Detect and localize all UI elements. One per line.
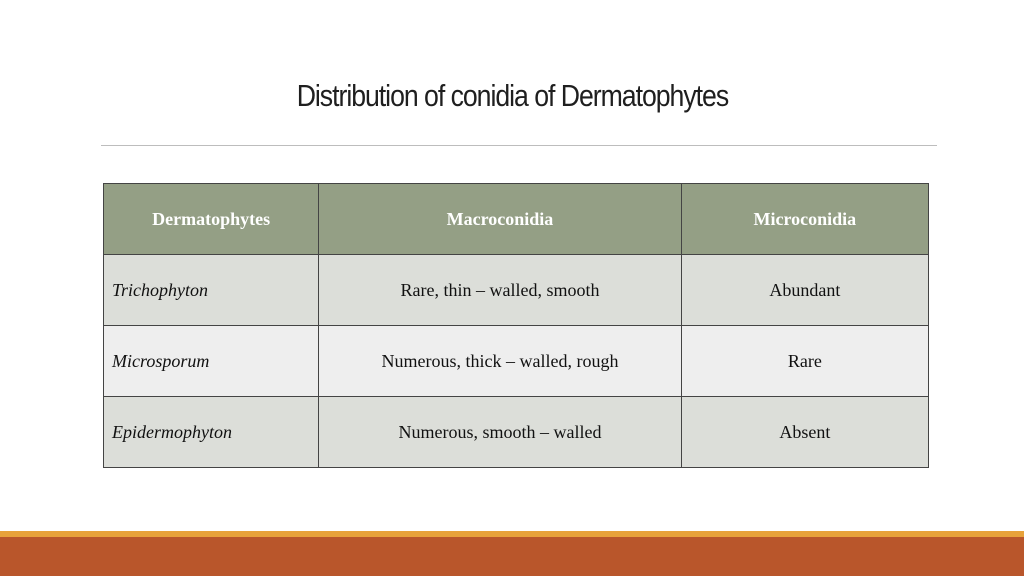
microconidia-value: Absent xyxy=(681,397,928,468)
table-row xyxy=(104,255,929,326)
table-header-row xyxy=(104,184,929,255)
footer-accent-bar xyxy=(0,537,1024,576)
title-divider xyxy=(101,145,937,146)
table-row xyxy=(104,326,929,397)
table-row xyxy=(104,397,929,468)
macroconidia-value: Rare, thin – walled, smooth xyxy=(319,255,681,326)
microconidia-value: Rare xyxy=(681,326,928,397)
macroconidia-value: Numerous, thick – walled, rough xyxy=(319,326,681,397)
genus-name: Trichophyton xyxy=(104,255,319,326)
slide-title: Distribution of conidia of Dermatophytes xyxy=(296,78,729,113)
macroconidia-value: Numerous, smooth – walled xyxy=(319,397,681,468)
header-microconidia: Microconidia xyxy=(681,184,928,255)
genus-name: Microsporum xyxy=(104,326,319,397)
microconidia-value: Abundant xyxy=(681,255,928,326)
header-dermatophytes: Dermatophytes xyxy=(104,184,319,255)
conidia-table xyxy=(103,183,929,468)
genus-name: Epidermophyton xyxy=(104,397,319,468)
header-macroconidia: Macroconidia xyxy=(319,184,681,255)
